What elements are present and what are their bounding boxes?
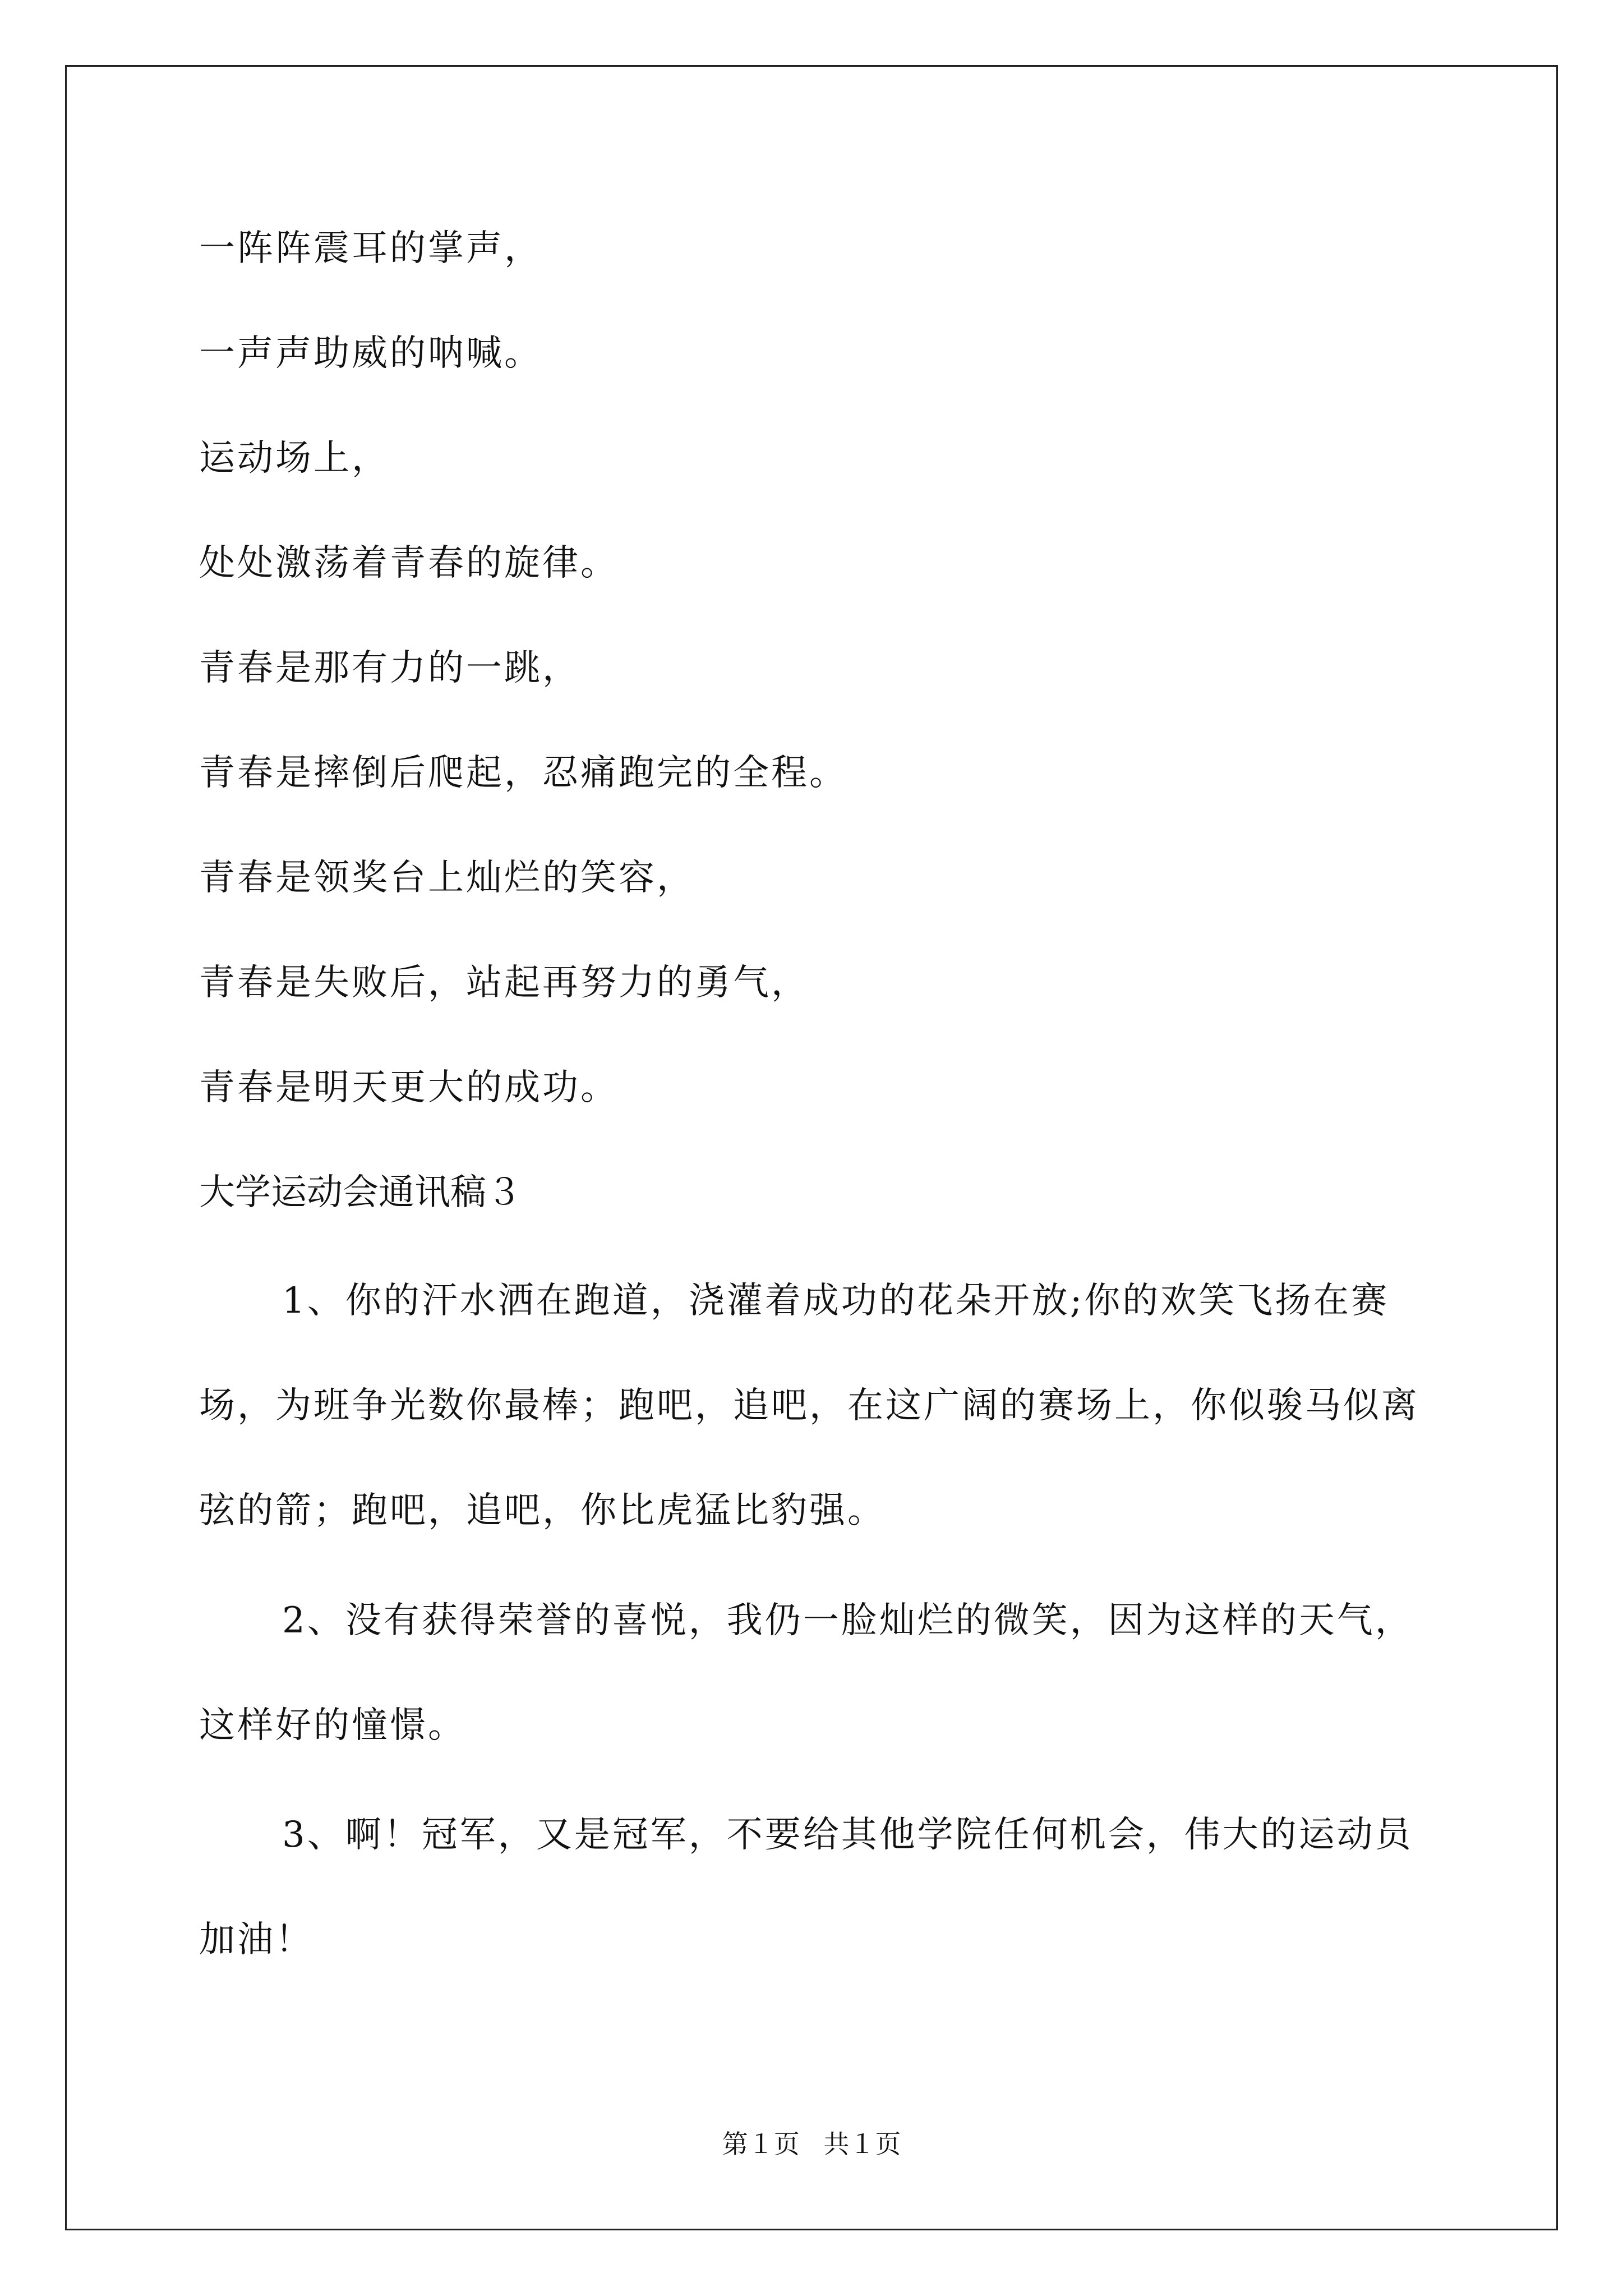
page-total: 共１页 <box>823 2129 901 2159</box>
poem-line-3: 运动场上， <box>199 438 390 479</box>
poem-line-8: 青春是失败后，站起再努力的勇气， <box>199 962 809 1004</box>
poem-line-1: 一阵阵震耳的掌声， <box>199 228 542 269</box>
page-number: 第１页 <box>722 2129 800 2159</box>
poem-line-4: 处处激荡着青春的旋律。 <box>199 542 619 584</box>
section-title: 大学运动会通讯稿３ <box>199 1172 522 1213</box>
poem-line-9: 青春是明天更大的成功。 <box>199 1067 619 1108</box>
poem-line-6: 青春是摔倒后爬起，忍痛跑完的全程。 <box>199 752 847 794</box>
paragraph-2: 2、没有获得荣誉的喜悦，我仍一脸灿烂的微笑，因为这样的天气，这样好的憧憬。 <box>199 1600 1413 1746</box>
poem-line-7: 青春是领奖台上灿烂的笑容， <box>199 857 695 899</box>
page-footer <box>0 2128 1623 2160</box>
paragraph-1: 1、你的汗水洒在跑道，浇灌着成功的花朵开放;你的欢笑飞扬在赛场，为班争光数你最棒；跑吧，追吧，在这广阔的赛场上，你似骏马似离弦的箭；跑吧，追吧，你比虎猛比豹强。 <box>199 1280 1419 1531</box>
poem-line-5: 青春是那有力的一跳， <box>199 647 580 689</box>
poem-line-2: 一声声助威的呐喊。 <box>199 333 542 374</box>
paragraph-3: 3、啊！冠军，又是冠军，不要给其他学院任何机会，伟大的运动员加油！ <box>199 1814 1413 1961</box>
